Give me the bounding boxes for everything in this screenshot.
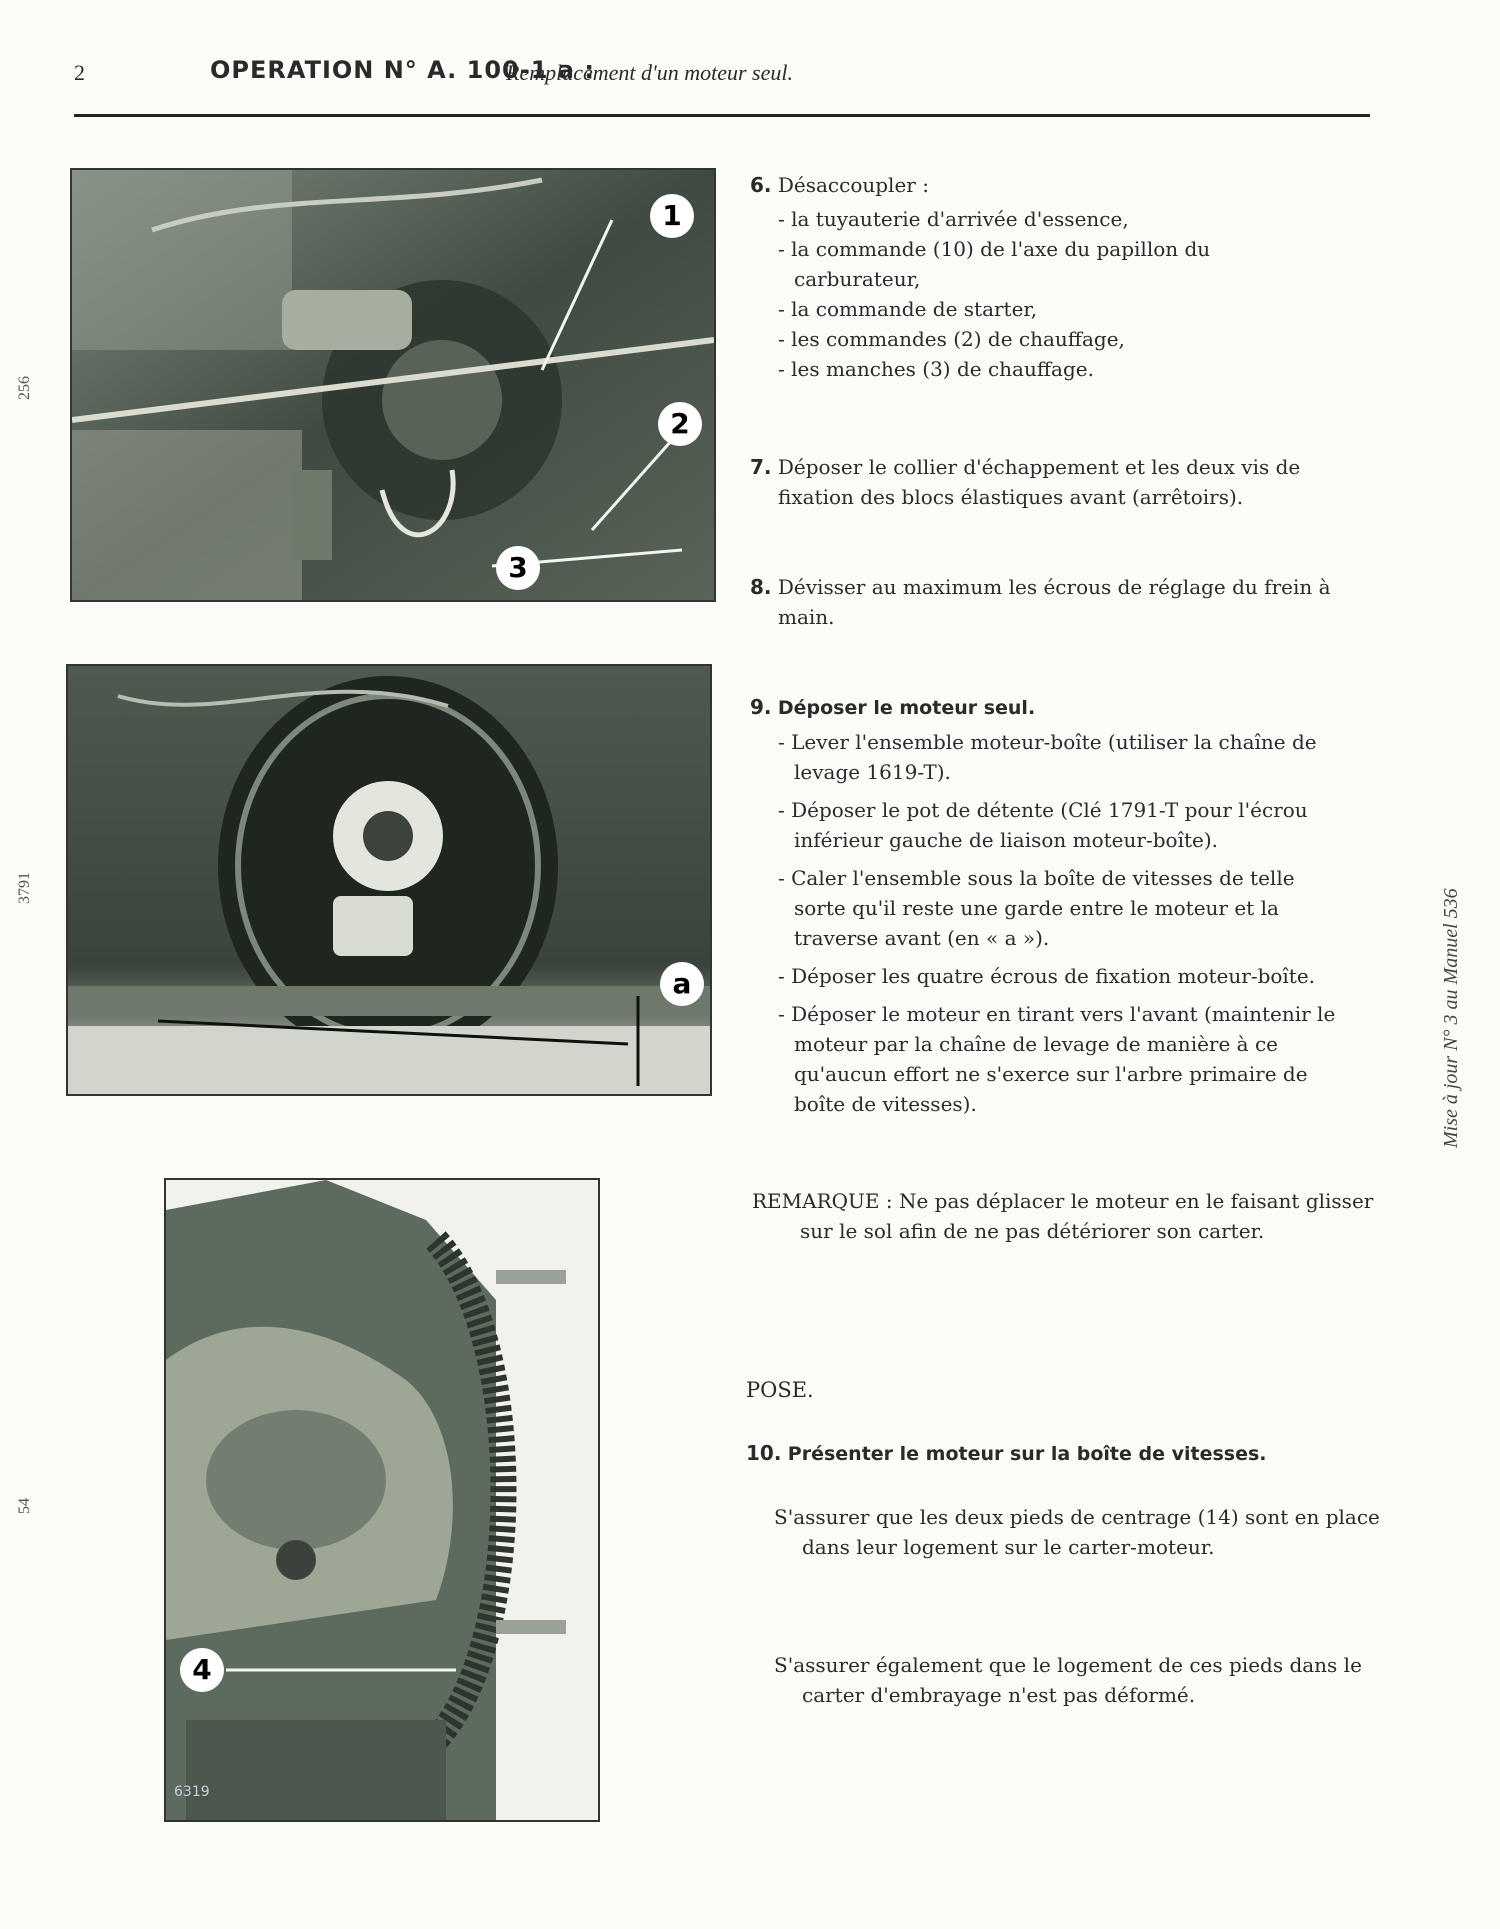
- step-7-number: 7.: [750, 455, 772, 479]
- header-rule: [74, 114, 1370, 117]
- step-6-number: 6.: [750, 173, 772, 197]
- step-8-text: Dévisser au maximum les écrous de réglage du frein à main.: [777, 575, 1331, 629]
- photo-1-illustration: [72, 170, 714, 600]
- callout-3: 3: [496, 546, 540, 590]
- step-10: [746, 1438, 1346, 1469]
- step-6-title: Désaccoupler :: [777, 173, 929, 197]
- step-6-item: - les manches (3) de chauffage.: [778, 357, 1094, 381]
- margin-number-54: 54: [16, 1498, 33, 1514]
- check-centring-pins: S'assurer que les deux pieds de centrage (14) sont en place dans leur logement sur le carter-moteur.: [774, 1505, 1380, 1559]
- step-6-item: - la commande de starter,: [778, 297, 1038, 321]
- step-9: [750, 692, 1350, 1127]
- step-8: [750, 572, 1338, 632]
- step-6-item: - la commande (10) de l'axe du papillon du carburateur,: [778, 237, 1211, 291]
- callout-1: 1: [650, 194, 694, 238]
- page-header: [74, 56, 1370, 96]
- photo-stamp: 6319: [174, 1784, 210, 1800]
- step-10-title: Présenter le moteur sur la boîte de vitesses.: [787, 1443, 1267, 1465]
- photo-carburettor-controls: [70, 168, 716, 602]
- step-9-number: 9.: [750, 695, 772, 719]
- callout-4: 4: [180, 1648, 224, 1692]
- step-9-item: - Déposer le pot de détente (Clé 1791-T pour l'écrou inférieur gauche de liaison moteur-boîte).: [778, 798, 1308, 852]
- step-6-item: - les commandes (2) de chauffage,: [778, 327, 1125, 351]
- photo-2-illustration: [68, 666, 710, 1094]
- step-8-number: 8.: [750, 575, 772, 599]
- operation-subtitle: Remplacement d'un moteur seul.: [506, 60, 793, 85]
- step-6-item: - la tuyauterie d'arrivée d'essence,: [778, 207, 1129, 231]
- operation-number: OPERATION N° A. 100-1 a :: [210, 56, 595, 84]
- step-10-number: 10.: [746, 1441, 782, 1465]
- step-9-title: Déposer le moteur seul.: [777, 697, 1036, 719]
- step-9-item: - Caler l'ensemble sous la boîte de vitesses de telle sorte qu'il reste une garde entre le moteur et la traverse avant (en « a »).: [778, 866, 1295, 950]
- callout-2: 2: [658, 402, 702, 446]
- step-9-item: - Déposer le moteur en tirant vers l'avant (maintenir le moteur par la chaîne de levage de manière à ce qu'aucun effort ne s'exerce sur l'arbre primaire de boîte de vitesses).: [778, 1002, 1336, 1116]
- callout-a: a: [660, 962, 704, 1006]
- step-7-text: Déposer le collier d'échappement et les deux vis de fixation des blocs élastiques avant (arrêtoirs).: [777, 455, 1301, 509]
- step-9-item: - Déposer les quatre écrous de fixation moteur-boîte.: [778, 964, 1316, 988]
- photo-engine-block: [164, 1178, 600, 1822]
- page-number: 2: [74, 60, 85, 85]
- margin-number-3791: 3791: [16, 872, 33, 904]
- step-7: [750, 452, 1338, 512]
- check-housing: S'assurer également que le logement de ces pieds dans le carter d'embrayage n'est pas déformé.: [774, 1653, 1362, 1707]
- remark: REMARQUE : Ne pas déplacer le moteur en le faisant glisser sur le sol afin de ne pas détériorer son carter.: [752, 1189, 1374, 1243]
- margin-number-256: 256: [16, 376, 33, 400]
- step-6: [750, 170, 1310, 384]
- photo-3-illustration: [166, 1180, 598, 1820]
- update-note: Mise à jour N° 3 au Manuel 536: [1440, 888, 1462, 1148]
- pose-heading: POSE.: [746, 1378, 814, 1402]
- step-9-item: - Lever l'ensemble moteur-boîte (utiliser la chaîne de levage 1619-T).: [778, 730, 1317, 784]
- photo-engine-front: [66, 664, 712, 1096]
